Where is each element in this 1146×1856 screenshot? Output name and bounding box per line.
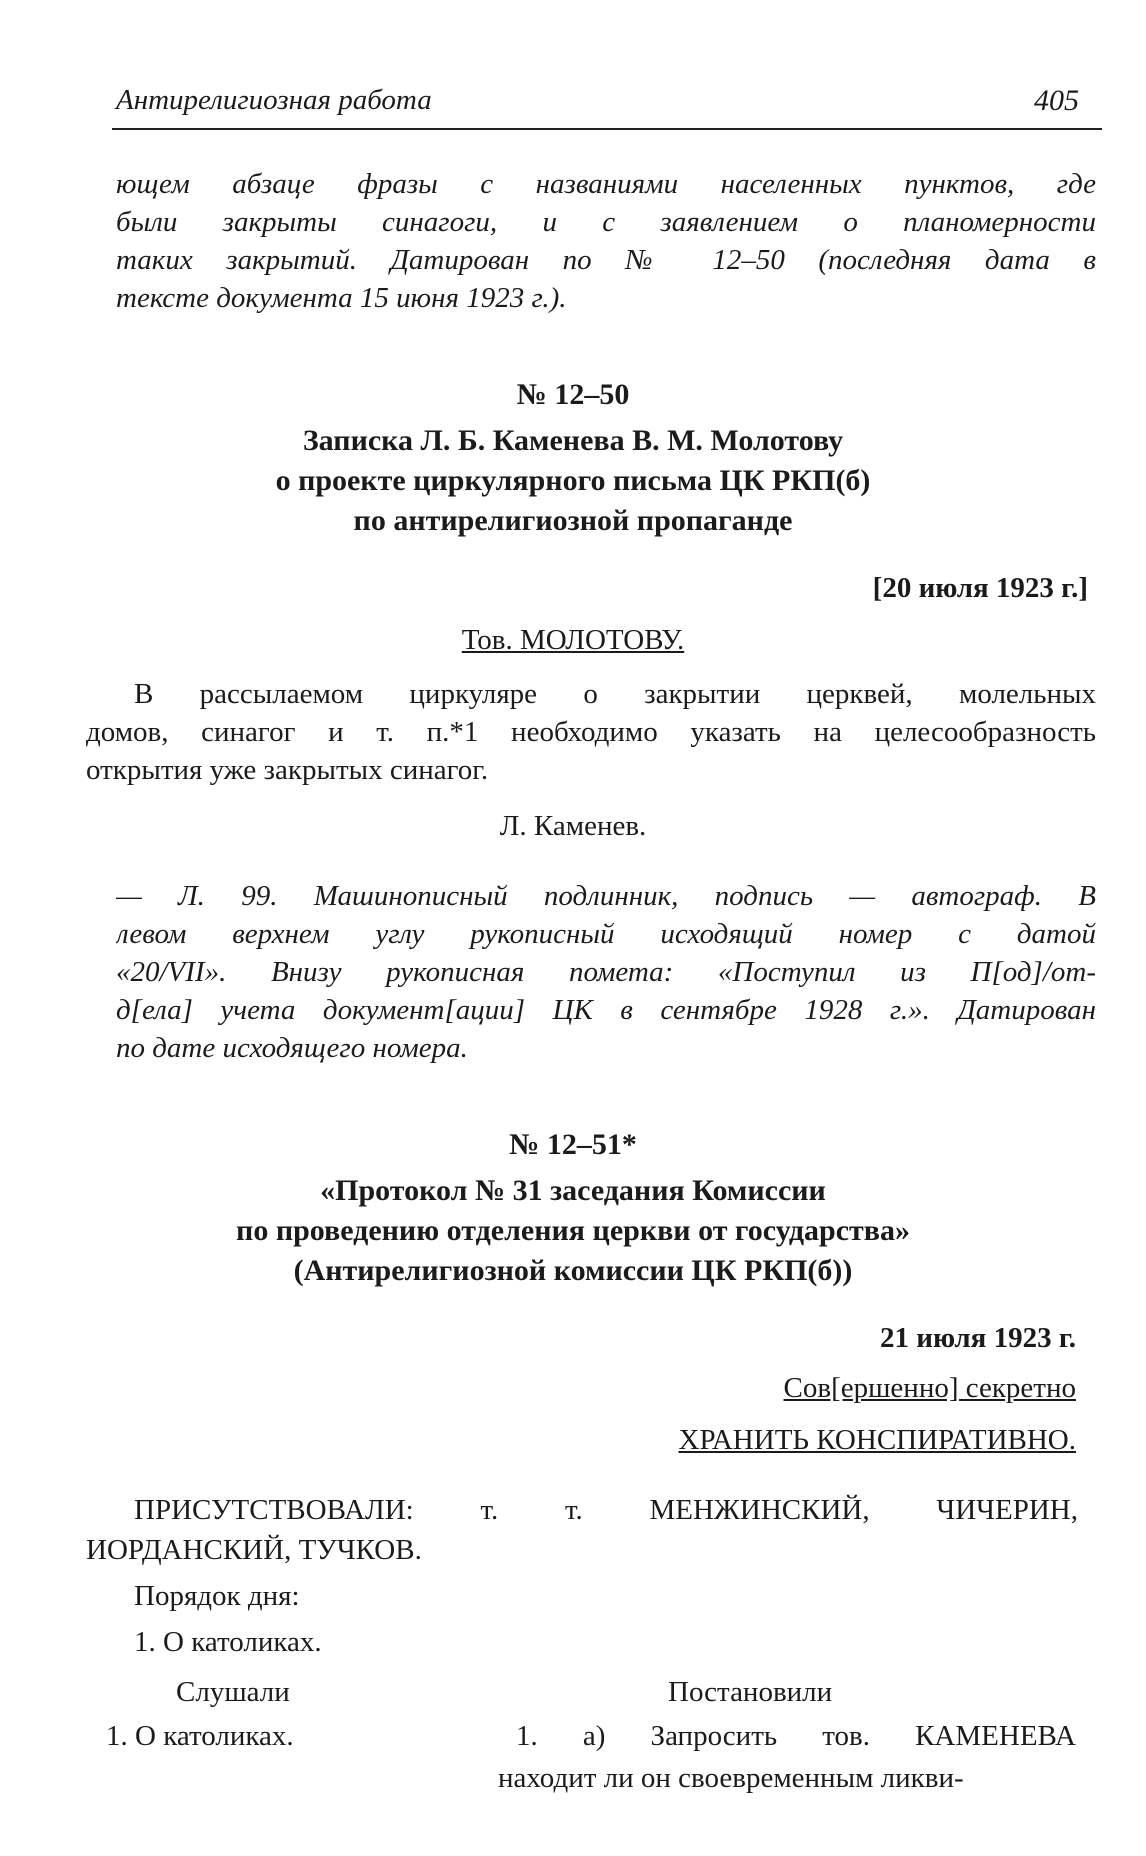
archive-note-line: «20/VII». Внизу рукописная помета: «Поступил из П[од]/от- — [116, 956, 1096, 988]
attendees-line: ПРИСУТСТВОВАЛИ: т. т. МЕНЖИНСКИЙ, ЧИЧЕРИН, — [134, 1494, 1078, 1526]
document-date: 21 июля 1923 г. — [879, 1322, 1076, 1354]
decided-label: Постановили — [668, 1676, 833, 1708]
agenda-label: Порядок дня: — [134, 1580, 300, 1612]
conspiracy-stamp: ХРАНИТЬ КОНСПИРАТИВНО. — [678, 1424, 1076, 1456]
body-line: домов, синагог и т. п.*1 необходимо указать на целесообразность — [86, 716, 1096, 748]
document-number: № 12–51* — [509, 1128, 637, 1161]
page-number: 405 — [1034, 84, 1079, 117]
heard-item: 1. О католиках. — [106, 1720, 294, 1752]
secrecy-stamp: Сов[ершенно] секретно — [783, 1372, 1076, 1404]
intro-line: тексте документа 15 июня 1923 г.). — [116, 282, 567, 314]
document-title-line: Записка Л. Б. Каменева В. М. Молотову — [302, 424, 844, 457]
agenda-item: 1. О католиках. — [134, 1626, 322, 1658]
decided-item-line: находит ли он своевременным ликви- — [498, 1762, 964, 1794]
document-title-line: о проекте циркулярного письма ЦК РКП(б) — [275, 464, 871, 497]
archive-note-line: — Л. 99. Машинописный подлинник, подпись — автограф. В — [116, 880, 1096, 912]
running-title: Антирелигиозная работа — [116, 84, 432, 116]
document-number: № 12–50 — [516, 378, 630, 411]
intro-line: таких закрытий. Датирован по № 12–50 (последняя дата в — [116, 244, 1096, 276]
document-title-line: (Антирелигиозной комиссии ЦК РКП(б)) — [293, 1254, 853, 1287]
decided-item-line: 1. а) Запросить тов. КАМЕНЕВА — [516, 1720, 1076, 1752]
intro-line: были закрыты синагоги, и с заявлением о планомерности — [116, 206, 1096, 238]
document-date: [20 июля 1923 г.] — [872, 572, 1088, 604]
body-line: открытия уже закрытых синагог. — [86, 754, 489, 786]
attendees-line: ИОРДАНСКИЙ, ТУЧКОВ. — [86, 1534, 422, 1566]
body-line: В рассылаемом циркуляре о закрытии церквей, молельных — [134, 678, 1096, 710]
intro-line: ющем абзаце фразы с названиями населенных пунктов, где — [116, 168, 1096, 200]
header-rule — [112, 128, 1102, 130]
document-title-line: по антирелигиозной пропаганде — [353, 504, 793, 537]
archive-note-line: д[ела] учета документ[ации] ЦК в сентябре 1928 г.». Датирован — [116, 994, 1096, 1026]
signature: Л. Каменев. — [499, 810, 647, 842]
heard-label: Слушали — [176, 1676, 290, 1708]
archive-note-line: по дате исходящего номера. — [116, 1032, 468, 1064]
addressee: Тов. МОЛОТОВУ. — [461, 624, 685, 656]
document-title-line: «Протокол № 31 заседания Комиссии — [320, 1174, 826, 1207]
archive-note-line: левом верхнем углу рукописный исходящий номер с датой — [116, 918, 1096, 950]
document-title-line: по проведению отделения церкви от государства» — [236, 1214, 910, 1247]
